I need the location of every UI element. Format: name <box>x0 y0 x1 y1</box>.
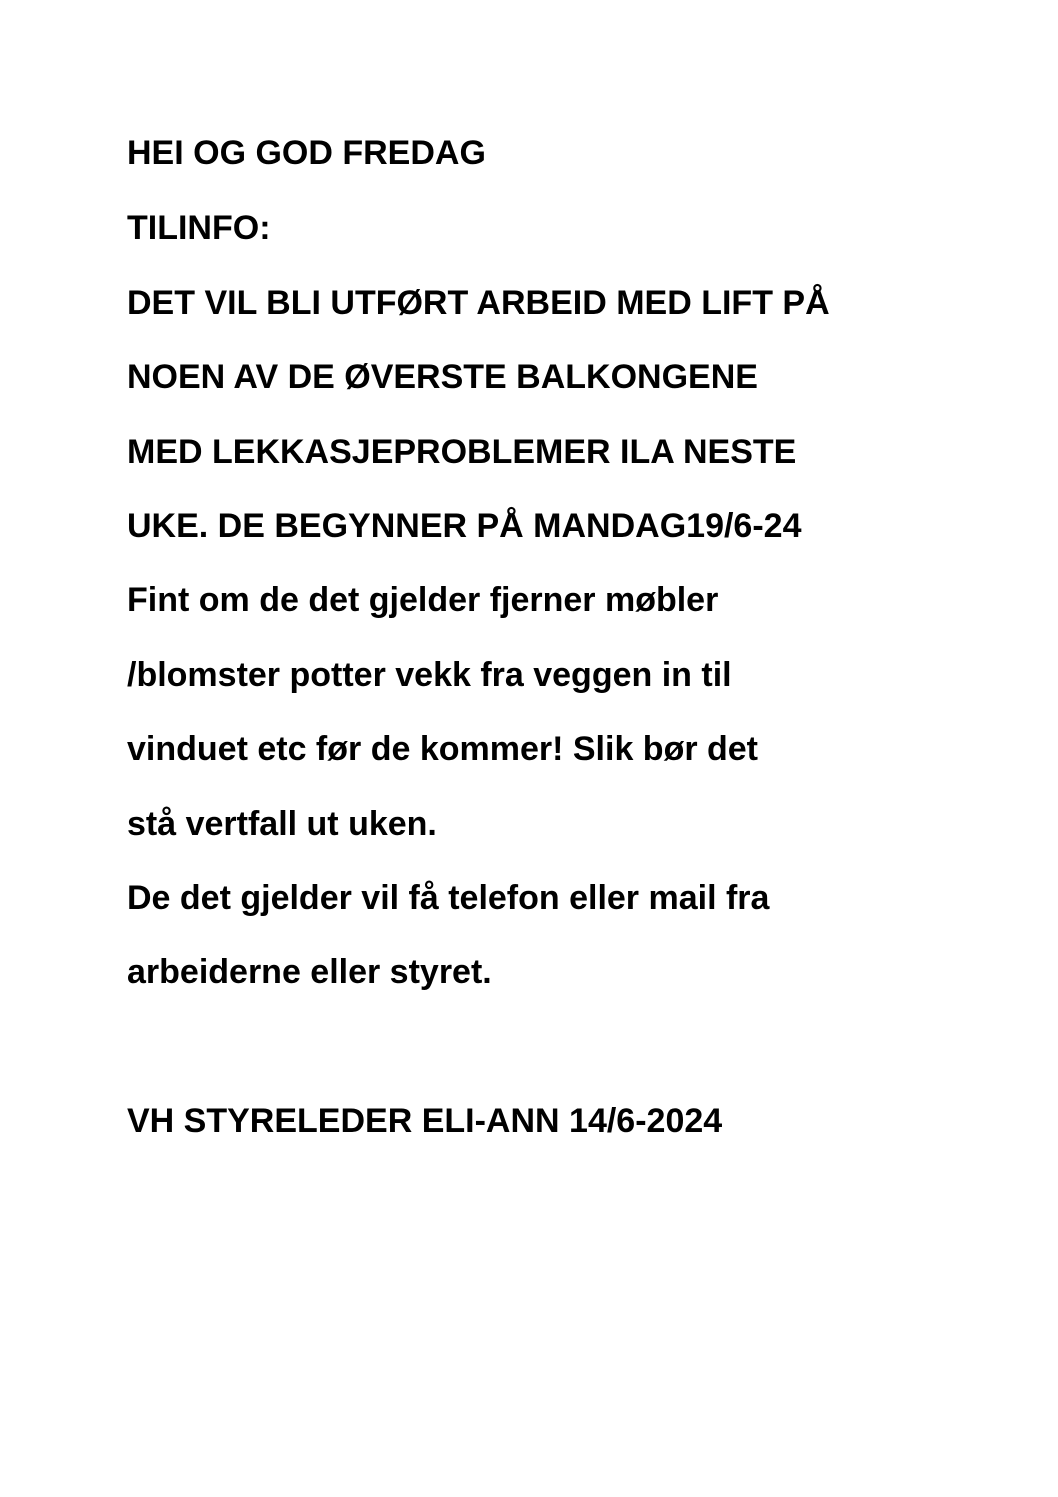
body-line: MED LEKKASJEPROBLEMER ILA NESTE <box>127 433 797 471</box>
body-line: NOEN AV DE ØVERSTE BALKONGENE <box>127 358 758 396</box>
signature-line: VH STYRELEDER ELI-ANN 14/6-2024 <box>127 1102 723 1140</box>
body-line: stå vertfall ut uken. <box>127 805 437 843</box>
body-line: De det gjelder vil få telefon eller mail fra <box>127 879 770 917</box>
info-heading: TILINFO: <box>127 209 271 247</box>
body-line: vinduet etc før de kommer! Slik bør det <box>127 730 759 768</box>
body-line: arbeiderne eller styret. <box>127 953 492 991</box>
body-line: UKE. DE BEGYNNER PÅ MANDAG19/6-24 <box>127 507 802 545</box>
greeting-line: HEI OG GOD FREDAG <box>127 134 486 172</box>
body-line: Fint om de det gjelder fjerner møbler <box>127 581 719 619</box>
body-line: /blomster potter vekk fra veggen in til <box>127 656 732 694</box>
body-line: DET VIL BLI UTFØRT ARBEID MED LIFT PÅ <box>127 284 830 322</box>
